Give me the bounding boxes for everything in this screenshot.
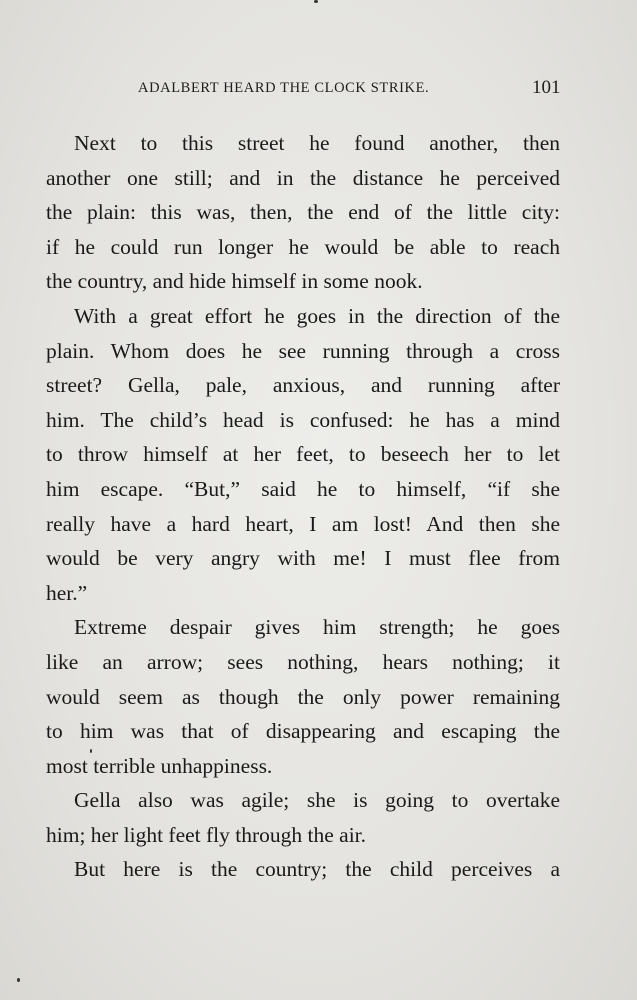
text-line: him; her light feet fly through the air.: [46, 822, 367, 847]
ink-speck: [314, 0, 318, 3]
text-line: plain. Whom does he see running through a cross: [46, 338, 560, 363]
ink-speck: [17, 978, 20, 982]
text-line: her.”: [46, 580, 88, 605]
text-line: street? Gella, pale, anxious, and running after: [46, 373, 560, 398]
text-line: Next to this street he found another, then: [74, 131, 560, 155]
text-line: really have a hard heart, I am lost! And then she: [46, 511, 560, 536]
body-text: [46, 126, 560, 887]
text-line: another one still; and in the distance he perceived: [46, 165, 560, 190]
text-line: most terrible unhappiness.: [46, 753, 273, 778]
text-line: to throw himself at her feet, to beseech her to let: [46, 442, 560, 467]
ink-speck: [90, 749, 92, 753]
text-line: like an arrow; sees nothing, hears nothing; it: [46, 649, 560, 674]
text-line: With a great effort he goes in the direction of the: [74, 303, 560, 328]
text-line: the country, and hide himself in some nook.: [46, 269, 423, 294]
text-line: if he could run longer he would be able to reach: [46, 234, 560, 259]
text-line: Gella also was agile; she is going to overtake: [74, 788, 560, 813]
text-line: would be very angry with me! I must flee from: [46, 546, 560, 571]
text-line: the plain: this was, then, the end of the little city:: [46, 200, 560, 225]
text-line: him escape. “But,” said he to himself, “if she: [46, 476, 560, 501]
text-line: Extreme despair gives him strength; he goes: [74, 615, 560, 640]
text-line: would seem as though the only power remaining: [46, 684, 560, 709]
text-line: him. The child’s head is confused: he has a mind: [46, 407, 560, 432]
text-line: But here is the country; the child perceives a: [74, 857, 560, 882]
page-number: 101: [532, 77, 561, 98]
running-head: ADALBERT HEARD THE CLOCK STRIKE.: [138, 80, 430, 96]
text-line: to him was that of disappearing and escaping the: [46, 719, 560, 744]
